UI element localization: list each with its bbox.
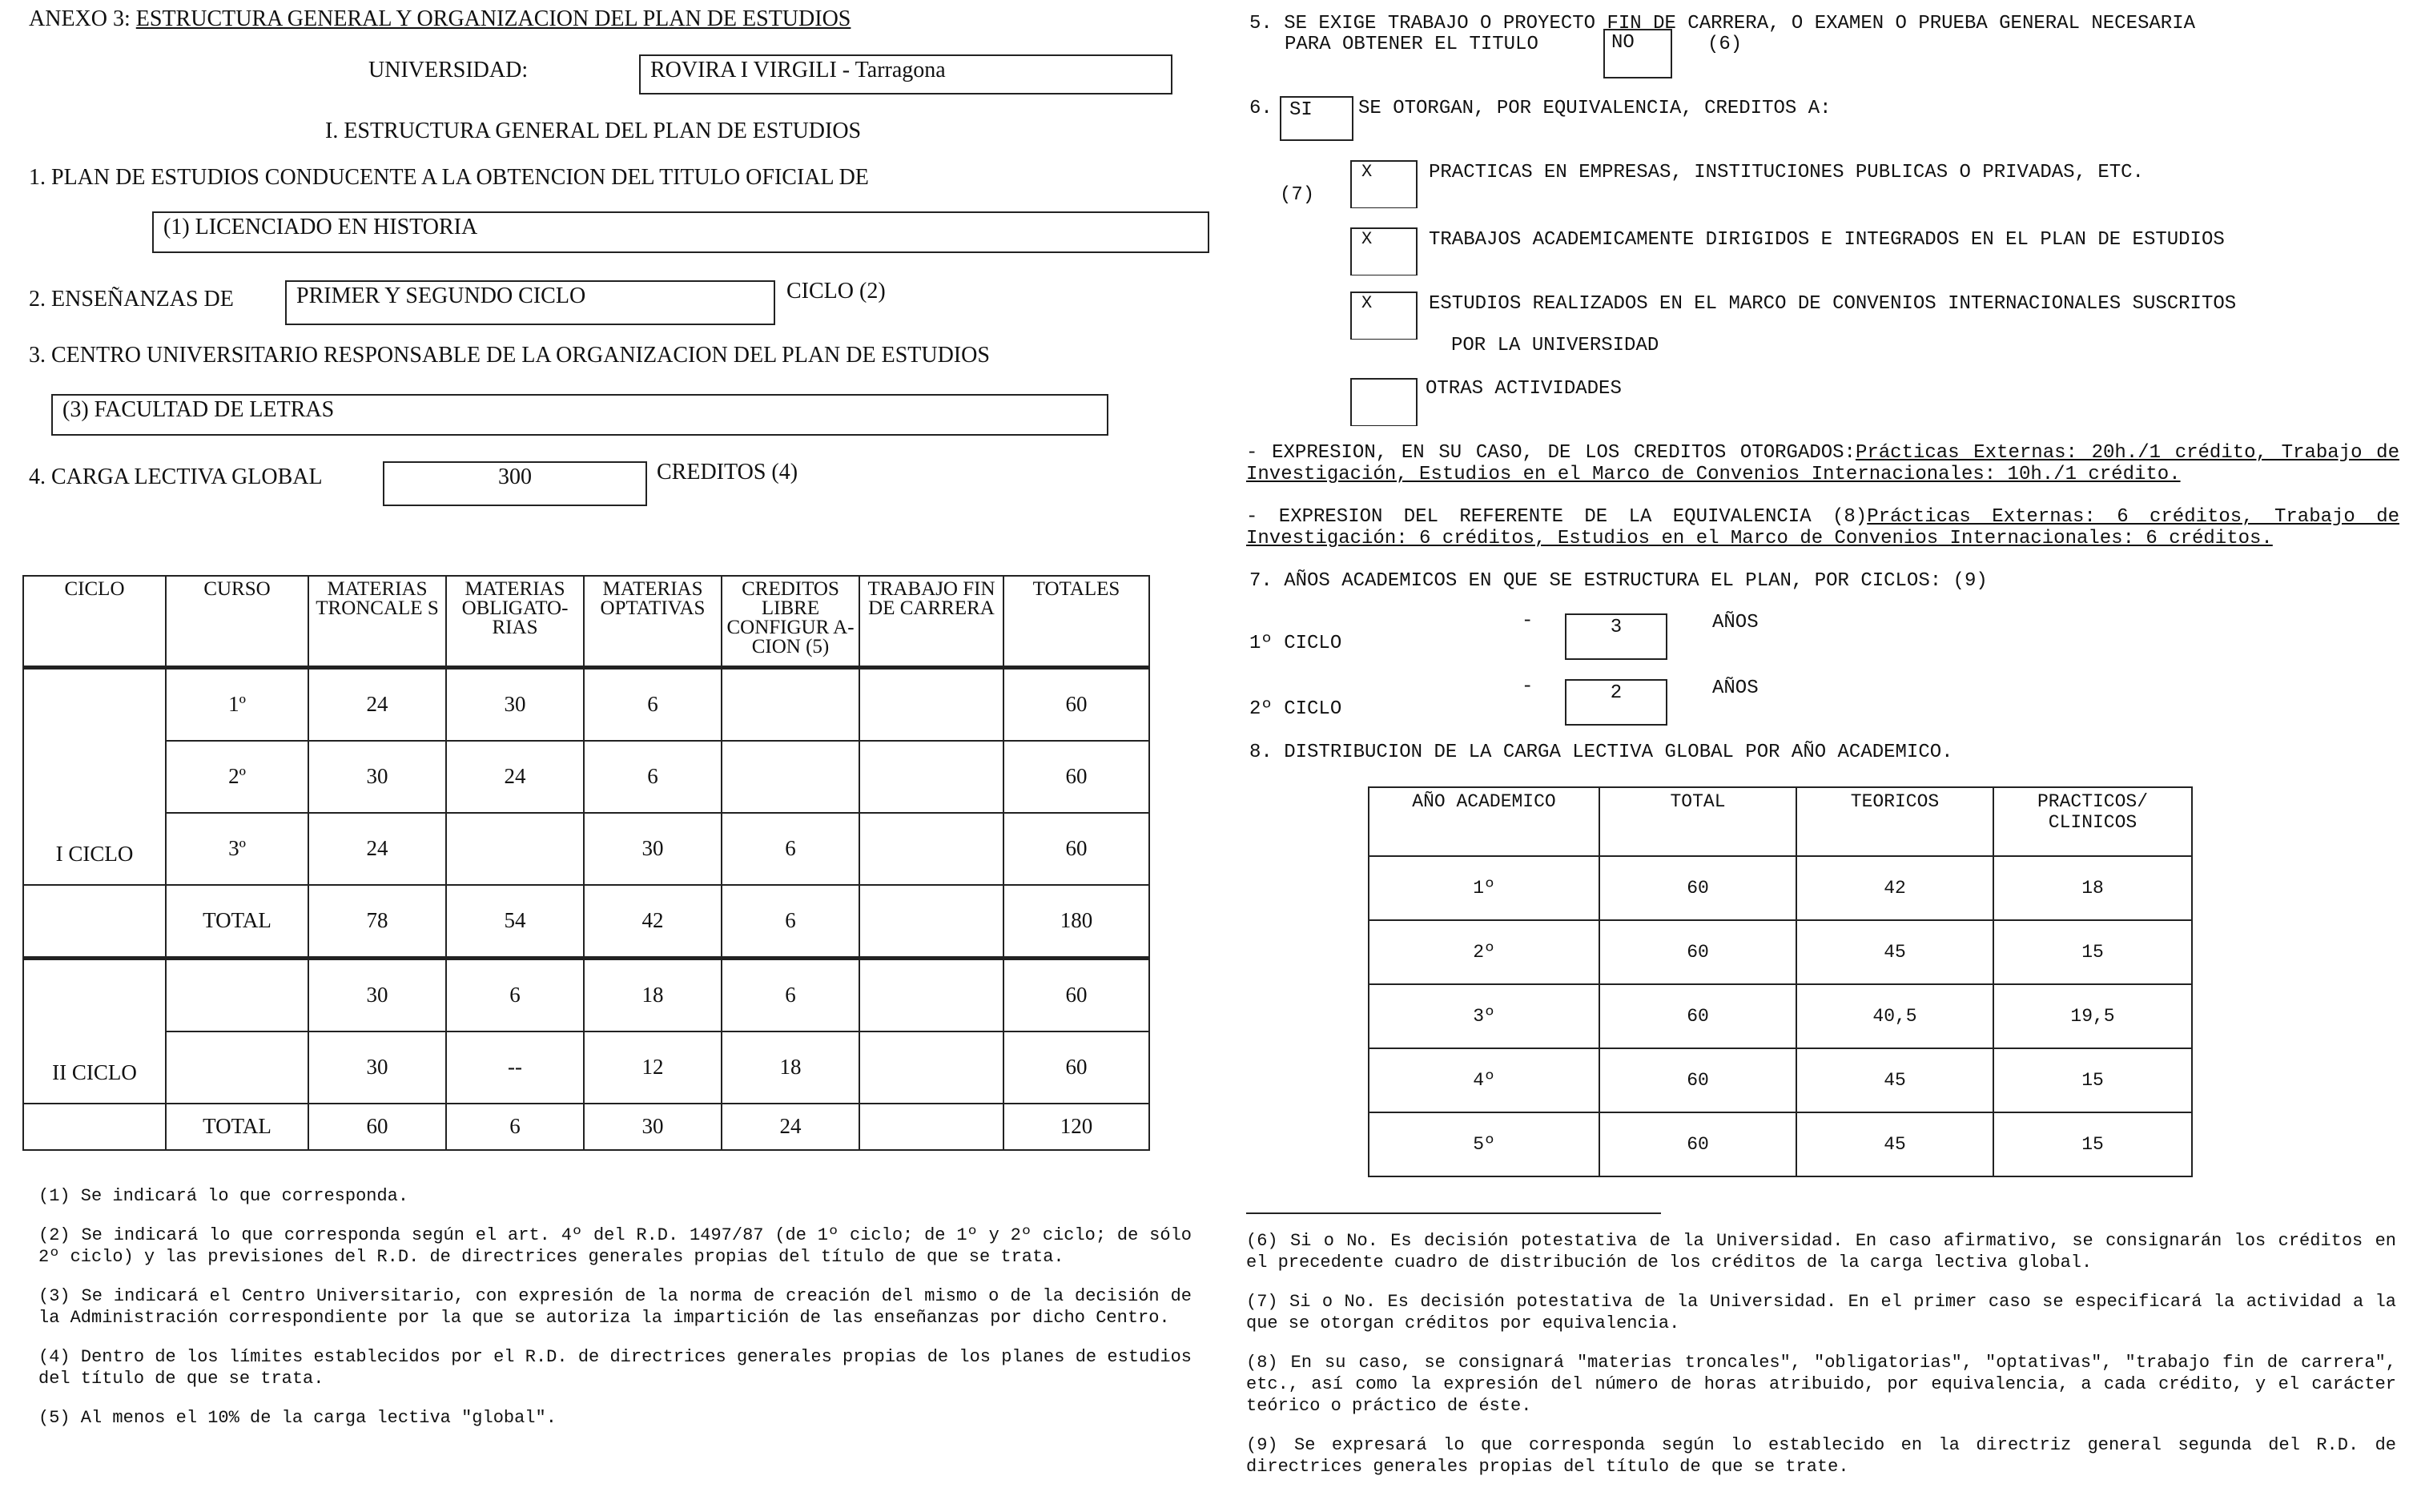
cell: 45 (1796, 1048, 1993, 1112)
note7: (7) (1280, 184, 1315, 206)
table-row (1369, 856, 2192, 920)
footnote-divider (1246, 1212, 1661, 1214)
check-label: PRACTICAS EN EMPRESAS, INSTITUCIONES PUBLICAS O PRIVADAS, ETC. (1429, 162, 2144, 183)
table-row (23, 667, 1149, 741)
table-row (23, 741, 1149, 813)
cell: 54 (446, 885, 584, 959)
cycle-label: II CICLO (23, 958, 166, 1104)
table-row (1369, 1048, 2192, 1112)
footnote: (4) Dentro de los límites establecidos por el R.D. de directrices generales propias de los planes de estudios del título de que se trata. (38, 1347, 1192, 1389)
cell: 18 (1993, 856, 2192, 920)
col-header: CURSO (166, 576, 308, 667)
footnote: (8) En su caso, se consignará "materias troncales", "obligatorias", "optativas", "trabajo fin de carrera", etc., así como la expresión del número de horas atribuido, por equivalencia, a cada crédito, y el carácter teórico o práctico de éste. (1246, 1353, 2396, 1416)
cell: 18 (584, 958, 722, 1031)
table-header-row (1369, 787, 2192, 856)
item7-label: 7. AÑOS ACADEMICOS EN QUE SE ESTRUCTURA EL PLAN, POR CICLOS: (9) (1249, 570, 1988, 592)
cell (446, 813, 584, 885)
cell: 42 (584, 885, 722, 959)
credits-value: 300 (498, 464, 532, 489)
item5-note: (6) (1707, 34, 1743, 55)
table-header-row (23, 576, 1149, 667)
cycle2-dash: - (1522, 676, 1534, 698)
table-row (23, 813, 1149, 885)
cycle1-label: 1º CICLO (1249, 633, 1342, 654)
cell: 60 (1003, 1031, 1149, 1104)
cycle-label: I CICLO (23, 667, 166, 885)
cell (859, 958, 1003, 1031)
col-header: TEORICOS (1796, 787, 1993, 856)
cell (859, 741, 1003, 813)
footnote: (1) Se indicará lo que corresponda. (38, 1186, 409, 1206)
check-label: TRABAJOS ACADEMICAMENTE DIRIGIDOS E INTEGRADOS EN EL PLAN DE ESTUDIOS (1429, 229, 2225, 251)
cell (859, 1031, 1003, 1104)
table-row (23, 1031, 1149, 1104)
check-mark: X (1361, 229, 1373, 249)
university-value: ROVIRA I VIRGILI - Tarragona (650, 58, 946, 82)
degree-value: (1) LICENCIADO EN HISTORIA (163, 215, 478, 239)
cell: 30 (308, 741, 446, 813)
equivalence-value: SI (1289, 99, 1313, 121)
checkbox-otras[interactable] (1350, 378, 1418, 426)
cycle2-years-field (1565, 679, 1667, 726)
cell: 42 (1796, 856, 1993, 920)
cell: 5º (1369, 1112, 1599, 1176)
cell (166, 958, 308, 1031)
cell (859, 1104, 1003, 1150)
cell: 6 (446, 958, 584, 1031)
item4-suffix: CREDITOS (4) (657, 460, 798, 485)
credits-expression (1246, 442, 2399, 485)
cell (722, 667, 859, 741)
cell: TOTAL (166, 885, 308, 959)
cell: 45 (1796, 920, 1993, 984)
cell: 60 (1003, 958, 1149, 1031)
cell (859, 667, 1003, 741)
reference-label: - EXPRESION DEL REFERENTE DE LA EQUIVALENCIA (8) (1246, 506, 1868, 528)
cell: 6 (722, 885, 859, 959)
col-header: AÑO ACADEMICO (1369, 787, 1599, 856)
col-header: PRACTICOS/ CLINICOS (1993, 787, 2192, 856)
footnotes-right (1246, 1230, 2396, 1495)
footnote: (3) Se indicará el Centro Universitario, con expresión de la norma de creación del mismo o de la decisión de la Administración correspondiente por la que se autoriza la impartición de las enseñanzas por dicho Centro. (38, 1286, 1192, 1328)
yearly-load-table (1368, 786, 2193, 1177)
equivalence-reference (1246, 506, 2399, 549)
cell: 78 (308, 885, 446, 959)
cycle2-years: 2 (1610, 682, 1623, 704)
cell: 15 (1993, 1112, 2192, 1176)
checkbox-convenios[interactable] (1350, 292, 1418, 340)
col-header: MATERIAS OBLIGATO- RIAS (446, 576, 584, 667)
cell: 2º (166, 741, 308, 813)
cell: 40,5 (1796, 984, 1993, 1048)
cell: 60 (1599, 856, 1796, 920)
cell: 30 (446, 667, 584, 741)
footnotes-left (38, 1185, 1192, 1446)
cell: 60 (1003, 741, 1149, 813)
checkbox-practicas[interactable] (1350, 160, 1418, 208)
check-label-cont: POR LA UNIVERSIDAD (1451, 335, 1659, 356)
cell: 2º (1369, 920, 1599, 984)
cycle1-years: 3 (1610, 617, 1623, 638)
table-row (23, 1104, 1149, 1150)
footnote: (9) Se expresará lo que corresponda según lo establecido en la directriz general segunda del R.D. de directrices generales propias del título de que se trate. (1246, 1435, 2396, 1477)
item8-label: 8. DISTRIBUCION DE LA CARGA LECTIVA GLOBAL POR AÑO ACADEMICO. (1249, 742, 1953, 763)
cell: 60 (1599, 984, 1796, 1048)
cell: 1º (1369, 856, 1599, 920)
check-label: OTRAS ACTIVIDADES (1426, 378, 1622, 400)
cell: 60 (1599, 1048, 1796, 1112)
col-header: TRABAJO FIN DE CARRERA (859, 576, 1003, 667)
cell: 18 (722, 1031, 859, 1104)
cell: 60 (1599, 920, 1796, 984)
cell (166, 1031, 308, 1104)
cell: 6 (446, 1104, 584, 1150)
cycle1-unit: AÑOS (1712, 612, 1759, 633)
center-value: (3) FACULTAD DE LETRAS (62, 397, 335, 422)
col-header: CICLO (23, 576, 166, 667)
cell: 6 (722, 813, 859, 885)
equivalence-field (1280, 96, 1353, 141)
annex-title: ESTRUCTURA GENERAL Y ORGANIZACION DEL PLAN DE ESTUDIOS (135, 6, 851, 31)
cell: -- (446, 1031, 584, 1104)
col-header: MATERIAS TRONCALE S (308, 576, 446, 667)
cycle2-unit: AÑOS (1712, 678, 1759, 699)
reference-value: Prácticas Externas: 6 créditos, Trabajo de Investigación: 6 créditos, Estudios en el Marco de Convenios Internacionales: 6 créditos. (1246, 506, 2399, 549)
cell: 6 (722, 958, 859, 1031)
cell (722, 741, 859, 813)
cell (23, 885, 166, 959)
thesis-required-field (1603, 29, 1672, 78)
expression-label: - EXPRESION, EN SU CASO, DE LOS CREDITOS OTORGADOS: (1246, 442, 1856, 464)
cell: 6 (584, 667, 722, 741)
cell: 1º (166, 667, 308, 741)
credits-field (383, 461, 647, 506)
teaching-value: PRIMER Y SEGUNDO CICLO (296, 284, 586, 308)
cell: 24 (308, 667, 446, 741)
item2-label: 2. ENSEÑANZAS DE (29, 287, 234, 312)
credits-structure-table (22, 575, 1150, 1151)
cell: 30 (584, 813, 722, 885)
cycle1-dash: - (1522, 610, 1534, 632)
cell: 45 (1796, 1112, 1993, 1176)
item4-label: 4. CARGA LECTIVA GLOBAL (29, 464, 323, 489)
section-title: I. ESTRUCTURA GENERAL DEL PLAN DE ESTUDIOS (325, 119, 862, 143)
col-header: CREDITOS LIBRE CONFIGUR A-CION (5) (722, 576, 859, 667)
cell: 4º (1369, 1048, 1599, 1112)
thesis-required-value: NO (1611, 32, 1635, 54)
check-mark: X (1361, 162, 1373, 182)
table-row (23, 885, 1149, 959)
cell: 6 (584, 741, 722, 813)
item6-number: 6. (1249, 98, 1273, 119)
center-field (51, 394, 1108, 436)
item2-suffix: CICLO (2) (786, 279, 886, 304)
check-mark: X (1361, 293, 1373, 313)
cycle1-years-field (1565, 613, 1667, 660)
cell (859, 885, 1003, 959)
cell: 60 (1003, 813, 1149, 885)
table-row (23, 958, 1149, 1031)
cell: 24 (722, 1104, 859, 1150)
cell: 30 (308, 1031, 446, 1104)
checkbox-trabajos[interactable] (1350, 227, 1418, 275)
cell: 60 (1599, 1112, 1796, 1176)
table-row (1369, 920, 2192, 984)
table-row (1369, 984, 2192, 1048)
footnote: (6) Si o No. Es decisión potestativa de la Universidad. En caso afirmativo, se consignarán los créditos en el precedente cuadro de distribución de los créditos de la carga lectiva global. (1246, 1231, 2396, 1273)
cell: 24 (446, 741, 584, 813)
annex-heading (29, 6, 851, 32)
cell: 30 (308, 958, 446, 1031)
degree-field (152, 211, 1209, 253)
expression-value: Prácticas Externas: 20h./1 crédito, Trabajo de Investigación, Estudios en el Marco de Convenios Internacionales: 10h./1 crédito. (1246, 442, 2399, 485)
cell: 3º (1369, 984, 1599, 1048)
university-label: UNIVERSIDAD: (368, 58, 529, 82)
cell (859, 813, 1003, 885)
footnote: (7) Si o No. Es decisión potestativa de la Universidad. En el primer caso se especificará la actividad a la que se otorgan créditos por equivalencia. (1246, 1292, 2396, 1333)
cell: TOTAL (166, 1104, 308, 1150)
item6-text: SE OTORGAN, POR EQUIVALENCIA, CREDITOS A: (1358, 98, 1832, 119)
item3-label: 3. CENTRO UNIVERSITARIO RESPONSABLE DE LA ORGANIZACION DEL PLAN DE ESTUDIOS (29, 343, 990, 368)
cell: 60 (308, 1104, 446, 1150)
university-field (639, 54, 1172, 94)
cell: 120 (1003, 1104, 1149, 1150)
cycle2-label: 2º CICLO (1249, 698, 1342, 720)
footnote: (5) Al menos el 10% de la carga lectiva "global". (38, 1408, 557, 1428)
cell: 15 (1993, 1048, 2192, 1112)
table-row (1369, 1112, 2192, 1176)
item5-line1: 5. SE EXIGE TRABAJO O PROYECTO FIN DE CARRERA, O EXAMEN O PRUEBA GENERAL NECESARIA (1249, 13, 2195, 34)
check-label: ESTUDIOS REALIZADOS EN EL MARCO DE CONVENIOS INTERNACIONALES SUSCRITOS (1429, 293, 2237, 315)
item5-line2: PARA OBTENER EL TITULO (1285, 34, 1538, 55)
item1-label: 1. PLAN DE ESTUDIOS CONDUCENTE A LA OBTENCION DEL TITULO OFICIAL DE (29, 165, 869, 190)
col-header: MATERIAS OPTATIVAS (584, 576, 722, 667)
cell: 12 (584, 1031, 722, 1104)
cell (23, 1104, 166, 1150)
cell: 30 (584, 1104, 722, 1150)
cell: 24 (308, 813, 446, 885)
col-header: TOTALES (1003, 576, 1149, 667)
annex-prefix: ANEXO 3: (29, 6, 131, 31)
footnote: (2) Se indicará lo que corresponda según el art. 4º del R.D. 1497/87 (de 1º ciclo; de 1º y 2º ciclo; de sólo 2º ciclo) y las previsiones del R.D. de directrices generales propias del título de que se trata. (38, 1225, 1192, 1267)
cell: 180 (1003, 885, 1149, 959)
cell: 60 (1003, 667, 1149, 741)
cell: 3º (166, 813, 308, 885)
cell: 15 (1993, 920, 2192, 984)
cell: 19,5 (1993, 984, 2192, 1048)
col-header: TOTAL (1599, 787, 1796, 856)
teaching-field (285, 280, 775, 325)
